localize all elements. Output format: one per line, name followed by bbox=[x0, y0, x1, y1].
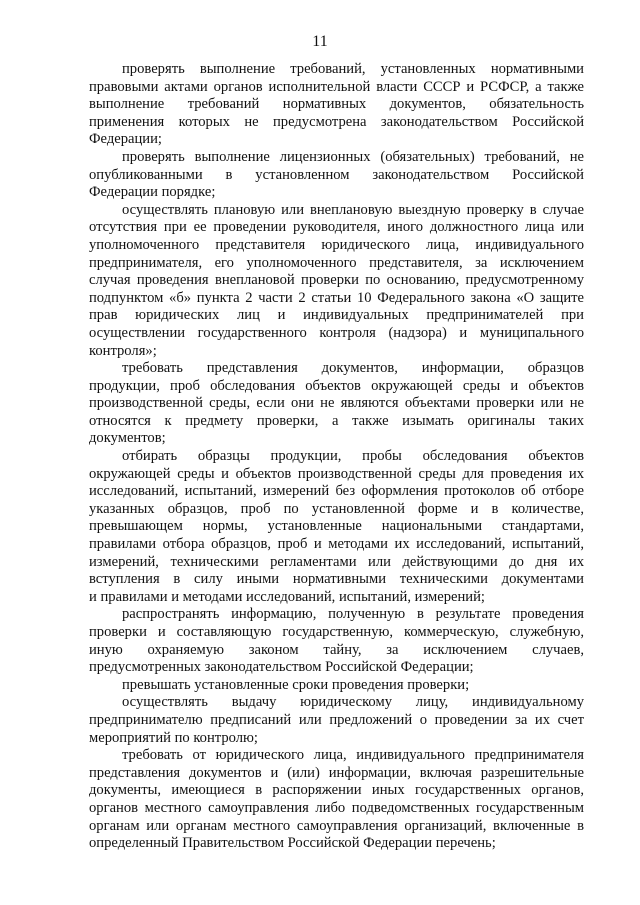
text-line: осуществлять плановую или внеплановую выездную проверку в случае bbox=[122, 201, 584, 218]
text-line: предпринимателя, его уполномоченного представителя, за исключением bbox=[89, 254, 584, 271]
text-line: Федерации порядке; bbox=[89, 184, 216, 201]
paragraph bbox=[89, 149, 584, 202]
paragraph bbox=[89, 694, 584, 747]
text-line: исследований, испытаний, измерений без оформления протоколов об отборе bbox=[89, 483, 584, 500]
text-line: указанных образцов, проб по установленной форме и в количестве, bbox=[89, 500, 584, 517]
text-line: органам или органам местного самоуправления организаций, включенные в bbox=[89, 817, 584, 834]
text-line: продукции, проб обследования объектов окружающей среды и объектов bbox=[89, 377, 584, 394]
text-line: проверять выполнение лицензионных (обязательных) требований, не bbox=[122, 148, 584, 165]
text-line: органов местного самоуправления либо подведомственных государственным bbox=[89, 799, 584, 816]
text-line: осуществлять выдачу юридическому лицу, индивидуальному bbox=[122, 694, 584, 711]
text-line: предпринимателю предписаний или предложений о проведении за их счет bbox=[89, 711, 584, 728]
text-line: уполномоченного представителя юридического лица, индивидуального bbox=[89, 236, 584, 253]
paragraph bbox=[89, 677, 584, 695]
text-line: относятся к предмету проверки, а также изымать оригиналы таких bbox=[89, 412, 584, 429]
text-line: Федерации; bbox=[89, 131, 162, 148]
text-line: правовыми актами органов исполнительной власти СССР и РСФСР, а также bbox=[89, 78, 584, 95]
paragraph bbox=[89, 747, 584, 853]
document-body bbox=[89, 61, 584, 853]
text-line: требовать от юридического лица, индивидуального предпринимателя bbox=[122, 747, 584, 764]
text-line: превышающем нормы, установленные национальными стандартами, bbox=[89, 518, 584, 535]
text-line: производственной среды, если они не являются объектами проверки или не bbox=[89, 395, 584, 412]
text-line: прав юридических лиц и индивидуальных предпринимателей при bbox=[89, 307, 584, 324]
text-line: мероприятий по контролю; bbox=[89, 729, 258, 746]
text-line: применения которых не предусмотрена законодательством Российской bbox=[89, 113, 584, 130]
text-line: распространять информацию, полученную в результате проведения bbox=[122, 606, 584, 623]
text-line: проверки и составляющую государственную, коммерческую, служебную, bbox=[89, 624, 584, 640]
text-line: предусмотренных законодательством Российской Федерации; bbox=[89, 659, 474, 676]
text-line: отсутствия при ее проведении руководителя, иного должностного лица или bbox=[89, 219, 584, 236]
paragraph bbox=[89, 360, 584, 448]
text-line: случая проведения внеплановой проверки по основанию, предусмотренному bbox=[89, 272, 584, 289]
text-line: представления документов и (или) информации, включая разрешительные bbox=[89, 764, 584, 781]
text-line: превышать установленные сроки проведения проверки; bbox=[122, 676, 470, 693]
paragraph bbox=[89, 606, 584, 676]
text-line: подпунктом «б» пункта 2 части 2 статьи 10 Федерального закона «О защите bbox=[89, 289, 584, 306]
text-line: осуществлении государственного контроля (надзора) и муниципального bbox=[89, 324, 584, 341]
text-line: определенный Правительством Российской Федерации перечень; bbox=[89, 835, 496, 852]
text-line: вступления в силу иными нормативными техническими документами bbox=[89, 571, 584, 588]
text-line: требовать представления документов, информации, образцов bbox=[122, 360, 584, 377]
text-line: измерений, техническими регламентами или действующими до дня их bbox=[89, 553, 584, 570]
text-line: выполнение требований нормативных документов, обязательность bbox=[89, 96, 584, 113]
text-line: и правилами и методами исследований, испытаний, измерений; bbox=[89, 588, 485, 605]
text-line: документы, имеющиеся в распоряжении иных государственных органов, bbox=[89, 782, 584, 799]
text-line: проверять выполнение требований, установленных нормативными bbox=[122, 61, 584, 77]
paragraph bbox=[89, 448, 584, 606]
text-line: опубликованными в установленном законодательством Российской bbox=[89, 166, 584, 183]
text-line: окружающей среды и объектов производственной среды для проведения их bbox=[89, 465, 584, 482]
text-line: правилами отбора образцов, проб и методами их исследований, испытаний, bbox=[89, 536, 584, 553]
text-line: контроля»; bbox=[89, 342, 157, 359]
text-line: иную охраняемую законом тайну, за исключением случаев, bbox=[89, 641, 584, 658]
text-line: отбирать образцы продукции, пробы обследования объектов bbox=[122, 448, 584, 465]
paragraph bbox=[89, 61, 584, 149]
paragraph bbox=[89, 202, 584, 360]
page-number: 11 bbox=[312, 33, 328, 50]
text-line: документов; bbox=[89, 430, 166, 447]
